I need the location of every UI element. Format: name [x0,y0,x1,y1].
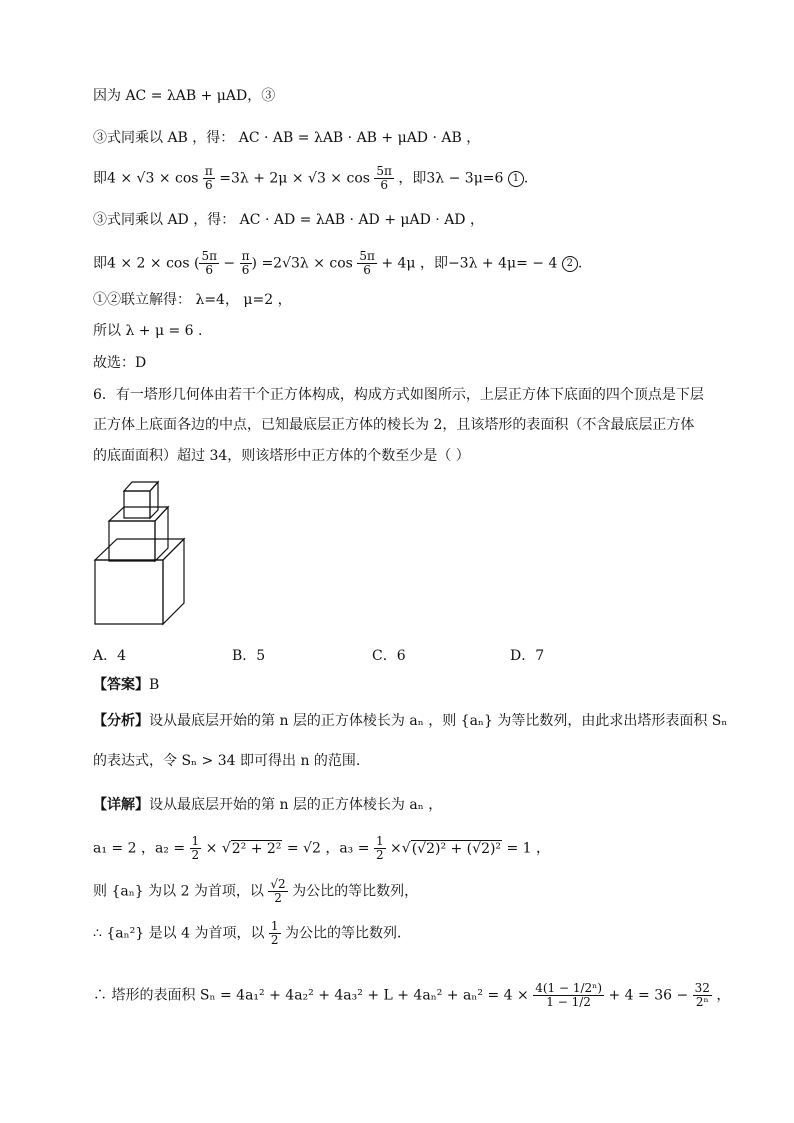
d5-c: ， [716,987,731,1004]
l3-part-c: ，即3λ − 3μ=6 [398,170,504,187]
frac-sum: $\frac{\text{4(1 − 1/2ⁿ)}}{1 - 1/2}$ [535,981,603,1009]
l3-part-b: =3λ + 2μ × √3 × cos [219,170,370,187]
answer-line [93,675,159,695]
text-line-8: 故选：D [93,355,147,371]
text-line-5: 即4 × 2 × cos ( $\frac{5\pi}{6}$ − $\frac{\pi}{6}$ ) =2√3λ × cos $\frac{5\pi}{6}$ + 4μ ，即−3λ + 4μ= − 4 2 . [93,249,583,277]
question-6-line-3: 的底面面积）超过 34，则该塔形中正方体的个数至少是（ ） [93,448,470,464]
frac-pi-6: $\frac{\pi}{6}$ [204,164,213,192]
bottom-cube-front [95,560,163,624]
top-cube-front [124,491,150,518]
d2-a: a₁ = 2 ，a₂ = [93,840,186,857]
d5-b: + 4 = 36 − [608,987,689,1004]
d2-c: 2² + 2² [231,840,282,857]
d2-e: (√2)² + (√2)² [411,840,502,857]
d4-b: 为公比的等比数列． [285,925,411,942]
choice-d: D．7 [510,648,545,664]
detail-line-3 [93,878,418,905]
analysis-line-1 [93,711,727,731]
top-cube-top [124,482,158,491]
text-line-3: 即4 × √3 × cos $\frac{\pi}{6}$ =3λ + 2μ × √3 × cos $\frac{5\pi}{6}$ ，即3λ − 3μ=6 1 . [93,164,529,192]
circle-1: 1 [508,171,524,187]
mid-cube-side [155,507,168,561]
detail-text-1: 设从最底层开始的第 n 层的正方体棱长为 aₙ ， [149,797,443,813]
bottom-cube-side [163,539,184,624]
detail-line-2: a₁ = 2 ，a₂ = $\frac{1}{2}$ × √2² + 2² = √2 ，a₃ = $\frac{1}{2}$ ×√(√2)² + (√2)² = 1 ， [93,834,551,862]
l5-part-a: 即4 × 2 × cos [93,255,190,272]
frac-sqrt2-2: $\frac{√2}{2}$ [270,877,286,905]
d3-b: 为公比的等比数列， [292,883,419,900]
l5-part-b: =2√3λ × cos [261,255,353,272]
frac-5pi-6: $\frac{5\pi}{6}$ [376,164,392,192]
top-cube-side [150,482,158,518]
detail-line-5 [93,982,730,1009]
analysis-tag: 【分析】 [93,713,149,729]
detail-tag: 【详解】 [93,797,149,813]
text-line-4: ③式同乘以 AD ，得： AC · AD = λAB · AD + μAD · AD ， [93,212,484,228]
frac-half-2: $\frac{1}{2}$ [375,834,384,862]
d2-f: = 1 ， [506,840,551,857]
analysis-text-1: 设从最底层开始的第 n 层的正方体棱长为 aₙ ，则 {aₙ} 为等比数列，由此求出塔形表面积 Sₙ [149,713,728,729]
d2-b: × [205,840,218,857]
mid-cube-front [109,521,155,561]
frac-5pi-6-c: $\frac{5\pi}{6}$ [359,249,375,277]
question-6-line-1: 6．有一塔形几何体由若干个正方体构成，构成方式如图所示，上层正方体下底面的四个顶点是下层 [93,387,704,403]
choice-b: B．5 [232,648,266,664]
detail-line-4 [93,920,411,947]
choice-a: A．4 [93,648,127,664]
l5-part-c: + 4μ ，即−3λ + 4μ= − 4 [381,255,558,272]
d5-a: ∴ 塔形的表面积 Sₙ = 4a₁² + 4a₂² + 4a₃² + L + 4aₙ² + aₙ² = 4 × [93,987,529,1004]
bottom-cube-top [95,539,184,560]
mid-cube-top [109,507,168,521]
answer-value: B [149,677,160,693]
d4-a: ∴ {aₙ²} 是以 4 为首项，以 [93,925,265,942]
question-6-line-2: 正方体上底面各边的中点，已知最底层正方体的棱长为 2，且该塔形的表面积（不含最底层正方体 [93,417,695,433]
analysis-line-2: 的表达式，令 Sₙ > 34 即可得出 n 的范围. [93,753,361,769]
text-line-1: 因为 AC = λAB + μAD，③ [93,88,276,104]
frac-half-3: $\frac{1}{2}$ [270,919,279,947]
answer-tag: 【答案】 [93,677,149,693]
l3-part-a: 即4 × √3 × cos [93,170,199,187]
frac-32-2n: $\frac{32}{\text{2ⁿ}}$ [694,981,710,1009]
d2-d: = √2 ，a₃ = [286,840,370,857]
text-line-6: ①②联立解得： λ=4， μ=2 ， [93,292,292,308]
tower-figure [90,478,200,628]
circle-2: 2 [562,256,578,272]
choice-c: C．6 [372,648,406,664]
detail-line-1 [93,795,442,815]
d3-a: 则 {aₙ} 为以 2 为首项，以 [93,883,264,900]
frac-5pi-6-b: $\frac{5\pi}{6}$ [201,249,217,277]
frac-pi-6-b: $\frac{\pi}{6}$ [241,249,250,277]
frac-half-1: $\frac{1}{2}$ [191,834,200,862]
text-line-2: ③式同乘以 AB ，得： AC · AB = λAB · AB + μAD · AB ， [93,130,481,146]
text-line-7: 所以 λ + μ = 6 . [93,323,203,339]
